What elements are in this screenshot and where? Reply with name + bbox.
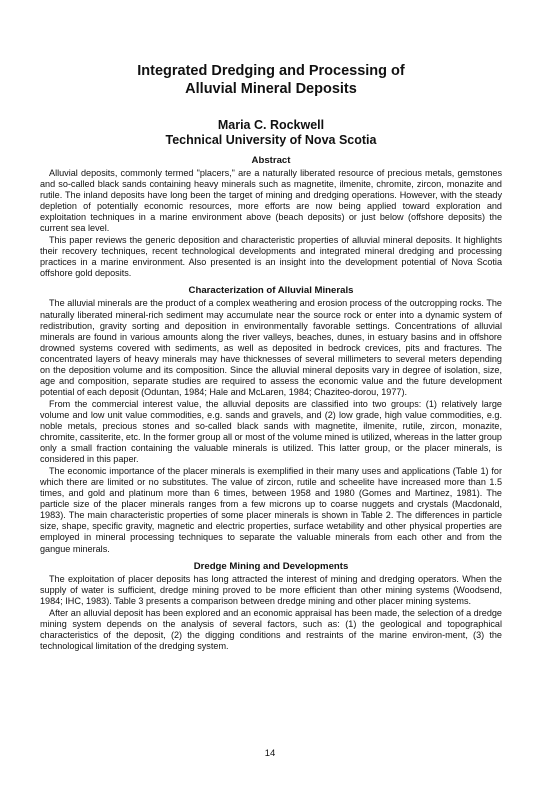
body-paragraph: The economic importance of the placer minerals is exemplified in their many uses and applications (Table 1) for which there are limited or no substitutes. The value of zircon, rutile and scheelite have increased more than 1.5 times, and gold and platinum more than 6 times, between 1958 and 1980 (Gomes and Martinez, 1981). The particle size of the placer minerals ranges from a few microns up to coarse nuggets and crystals (Macdonald, 1983). The main characteristic properties of some placer minerals is shown in Table 2. The differences in particle size, shape, specific gravity, magnetic and electric properties, surface wetability and other physical properties are employed in mineral processing techniques to separate the valuable minerals from each other and from the gangue minerals. (40, 466, 502, 554)
abstract-paragraph: Alluvial deposits, commonly termed "placers," are a naturally liberated resource of precious metals, gemstones and so-called black sands containing heavy minerals such as magnetite, ilmenite, chromite, zircon, monazite and rutile. The inland deposits have long been the target of mining and dredging operations. However, with the steady depletion of potentially economic resources, more efforts are now being applied toward exploration and exploitation techniques in a marine environment above (beach deposits) or just below (offshore deposits) the current sea level. (40, 168, 502, 234)
author-affiliation: Technical University of Nova Scotia (165, 133, 377, 147)
body-paragraph: After an alluvial deposit has been explored and an economic appraisal has been made, the selection of a dredge mining system depends on the analysis of several factors, such as: (1) the geological and topographical characteristics of the deposit, (2) the digging conditions and restraints of the marine environ-ment, (3) the technological limitation of the dredging system. (40, 607, 502, 651)
page-number: 14 (264, 748, 276, 759)
abstract-heading: Abstract (251, 155, 291, 166)
title-line-2: Alluvial Mineral Deposits (185, 81, 357, 97)
body-paragraph: From the commercial interest value, the alluvial deposits are classified into two groups: (1) relatively large volume and low unit value commodities, e.g. sands and gravels, and (2) low grade, high value commodities, e.g. noble metals, precious stones and so-called black sands with magnetite, ilmenite, rutile, zircon, monazite, chromite, cassiterite, etc. In the former group all or most of the volume mined is utilized, whereas in the latter group only a small fraction containing the valuable minerals is utilized. This latter group, or the placer minerals, is considered in this paper. (40, 398, 502, 465)
body-paragraph: The exploitation of placer deposits has long attracted the interest of mining and dredging operators. When the supply of water is sufficient, dredge mining proved to be more efficient than other mining systems (Woodsend, 1984; IHC, 1983). Table 3 presents a comparison between dredge mining and other placer mining systems. (40, 573, 502, 606)
section-heading-characterization: Characterization of Alluvial Minerals (188, 285, 354, 297)
body-paragraph: The alluvial minerals are the product of a complex weathering and erosion process of the outcropping rocks. The naturally liberated mineral-rich sediment may accumulate near the source rock or enter into a dynamic system of redistribution, gravity sorting and deposition in environmentally favorable settings. Concentrations of alluvial minerals are found in various amounts along the river valleys, beaches, dunes, in estuary basins and in offshore drowned systems covered with sediments, as well as deposited in bedrock crevices, pits and fractures. The concentrated layers of heavy minerals may have thicknesses of several millimeters to several meters depending on the deposition volume and its composition. Since the alluvial mineral deposits vary in degree of isolation, size, age and composition, separate studies are required to assess the economic value and the future development potential of each deposit (Oduntan, 1984; Hale and McLaren, 1984; Chaziteo-dorou, 1977). (40, 298, 502, 397)
author-block (40, 118, 502, 148)
title-line-1: Integrated Dredging and Processing of (137, 63, 405, 79)
section-heading-dredge-mining: Dredge Mining and Developments (193, 560, 349, 572)
author-name: Maria C. Rockwell (217, 118, 325, 132)
abstract-paragraph: This paper reviews the generic deposition and characteristic properties of alluvial mineral deposits. It highlights their recovery techniques, recent technological developments and integrated mineral dredging and processing practices in a marine environment. Also presented is an insight into the development potential of Nova Scotia offshore gold deposits. (40, 235, 502, 279)
paper-title (40, 62, 502, 98)
